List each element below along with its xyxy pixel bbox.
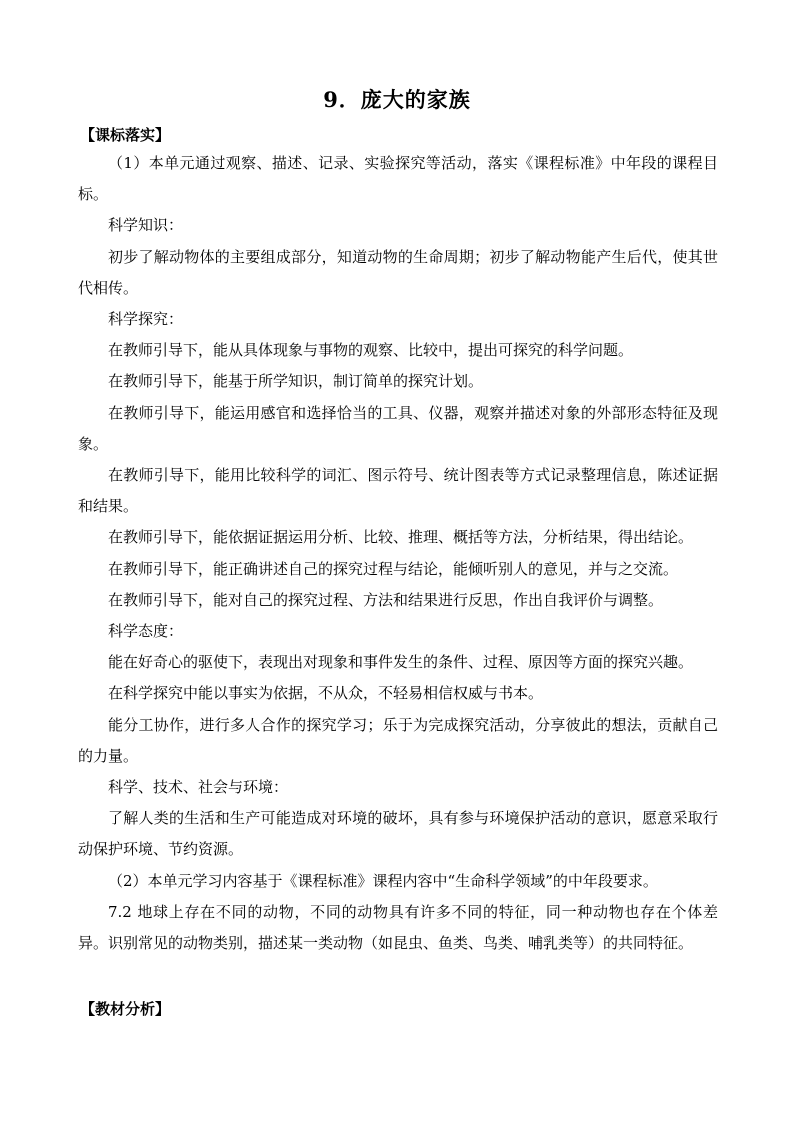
paragraph-8: 在教师引导下，能正确讲述自己的探究过程与结论，能倾听别人的意见，并与之交流。: [108, 559, 679, 578]
paragraph-12: 能分工协作，进行多人合作的探究学习；乐于为完成探究活动，分享彼此的想法，贡献自己的力量。: [78, 715, 718, 765]
paragraph-11: 在科学探究中能以事实为依据，不从众，不轻易相信权威与书本。: [108, 684, 544, 703]
subheading-science-knowledge: 科学知识：: [108, 216, 184, 235]
subheading-stse: 科学、技术、社会与环境：: [108, 778, 289, 797]
paragraph-5: 在教师引导下，能运用感官和选择恰当的工具、仪器，观察并描述对象的外部形态特征及现象。: [78, 403, 718, 453]
page-title: 9．庞大的家族: [323, 87, 471, 112]
document-body: [78, 148, 718, 959]
section-heading-textbook-analysis: 【教材分析】: [80, 1000, 171, 1018]
paragraph-10: 能在好奇心的驱使下，表现出对现象和事件发生的条件、过程、原因等方面的探究兴趣。: [108, 653, 694, 672]
paragraph-14: （2）本单元学习内容基于《课程标准》课程内容中“生命科学领域”的中年段要求。: [108, 871, 658, 890]
paragraph-13: 了解人类的生活和生产可能造成对环境的破坏，具有参与环境保护活动的意识，愿意采取行动保护环境、节约资源。: [78, 809, 718, 859]
section-heading-curriculum: 【课标落实】: [80, 126, 171, 144]
paragraph-4: 在教师引导下，能基于所学知识，制订简单的探究计划。: [108, 372, 484, 391]
paragraph-1: （1）本单元通过观察、描述、记录、实验探究等活动，落实《课程标准》中年段的课程目标。: [78, 154, 718, 204]
subheading-science-attitude: 科学态度：: [108, 622, 184, 641]
paragraph-9: 在教师引导下，能对自己的探究过程、方法和结果进行反思，作出自我评价与调整。: [108, 590, 664, 609]
subheading-science-inquiry: 科学探究：: [108, 310, 184, 329]
paragraph-3: 在教师引导下，能从具体现象与事物的观察、比较中，提出可探究的科学问题。: [108, 341, 634, 360]
paragraph-2: 初步了解动物体的主要组成部分，知道动物的生命周期；初步了解动物能产生后代，使其世代相传。: [78, 247, 718, 297]
paragraph-15: 7.2 地球上存在不同的动物，不同的动物具有许多不同的特征，同一种动物也存在个体差异。识别常见的动物类别，描述某一类动物（如昆虫、鱼类、鸟类、哺乳类等）的共同特征。: [78, 902, 718, 953]
paragraph-7: 在教师引导下，能依据证据运用分析、比较、推理、概括等方法，分析结果，得出结论。: [108, 528, 694, 547]
paragraph-6: 在教师引导下，能用比较科学的词汇、图示符号、统计图表等方式记录整理信息，陈述证据和结果。: [78, 466, 718, 516]
